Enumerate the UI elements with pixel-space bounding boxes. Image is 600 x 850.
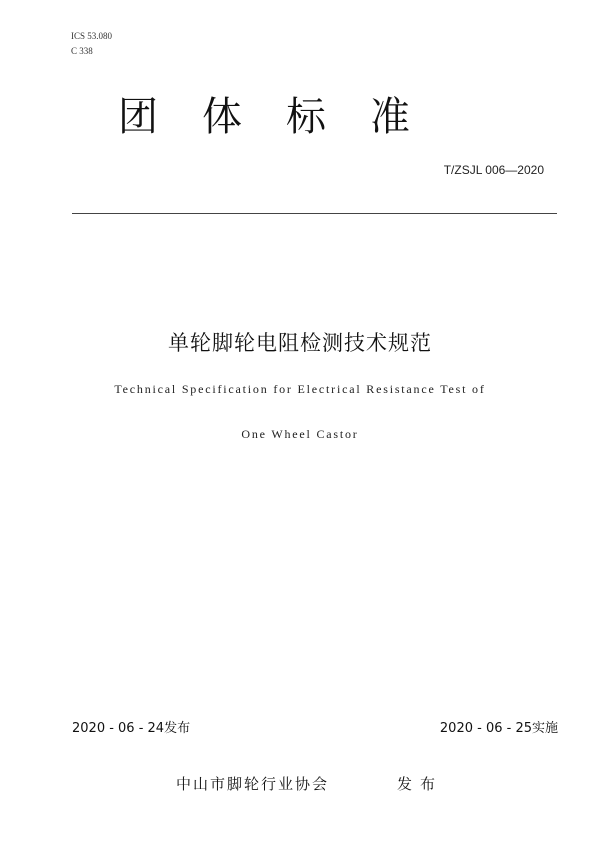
ics-code: ICS 53.080 (71, 31, 113, 41)
header-divider (72, 213, 557, 214)
document-title-english-line1: Technical Specification for Electrical Resistance Test of (114, 382, 486, 396)
ccs-code: C 338 (71, 46, 93, 56)
implementation-date: 2020 - 06 - 25实施 (439, 721, 558, 736)
publisher-name: 中山市脚轮行业协会 (176, 775, 330, 793)
standard-code: T/ZSJL 006—2020 (443, 163, 544, 177)
standard-type-heading: 团体标准 (118, 94, 454, 140)
issue-date: 2020 - 06 - 24发布 (72, 721, 191, 736)
document-title-chinese: 单轮脚轮电阻检测技术规范 (168, 331, 432, 355)
document-title-english-line2: One Wheel Castor (241, 427, 359, 441)
publish-label: 发布 (397, 775, 444, 793)
